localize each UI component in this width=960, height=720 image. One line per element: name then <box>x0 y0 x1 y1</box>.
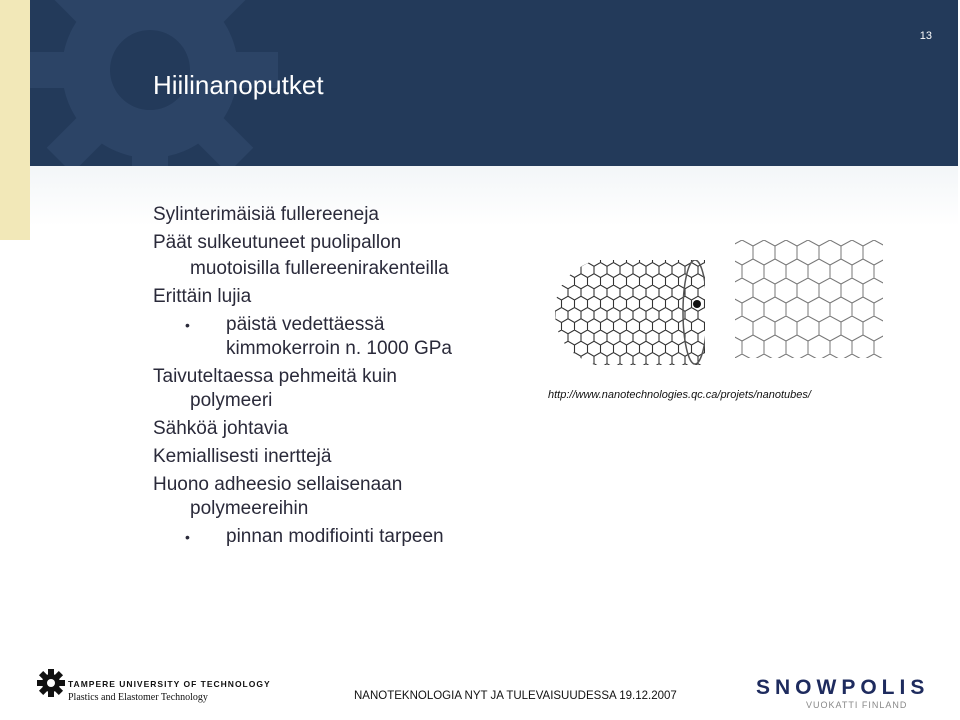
slide-header <box>30 0 958 166</box>
department-name: Plastics and Elastomer Technology <box>68 692 208 703</box>
snowpolis-logo: SNOWPOLIS <box>756 676 930 699</box>
text-line: päistä vedettäessä <box>226 314 385 335</box>
tube-end-dot <box>693 300 701 308</box>
carbon-nanotube-graphic <box>555 255 707 370</box>
text-line: polymeereihin <box>190 498 309 519</box>
text-line: Kemiallisesti inerttejä <box>153 446 332 467</box>
footer-event-text: NANOTEKNOLOGIA NYT JA TULEVAISUUDESSA 19.12.2007 <box>354 690 677 702</box>
snowpolis-subtitle: VUOKATTI FINLAND <box>806 700 908 710</box>
bullet-marker: • <box>185 317 190 333</box>
text-line: pinnan modifiointi tarpeen <box>226 526 444 547</box>
slide-number: 13 <box>919 30 932 42</box>
text-line: Päät sulkeutuneet puolipallon <box>153 232 402 253</box>
image-source-caption: http://www.nanotechnologies.qc.ca/projets/nanotubes/ <box>548 389 811 401</box>
text-line: Sylinterimäisiä fullereeneja <box>153 204 379 225</box>
text-line: muotoisilla fullereenirakenteilla <box>190 258 449 279</box>
tut-logo-icon <box>36 668 66 703</box>
graphene-sheet-graphic <box>735 240 883 358</box>
text-line: Sähköä johtavia <box>153 418 289 439</box>
text-line: Erittäin lujia <box>153 286 252 307</box>
university-name: TAMPERE UNIVERSITY OF TECHNOLOGY <box>68 679 271 689</box>
bullet-marker: • <box>185 529 190 545</box>
decor-strip <box>0 0 30 240</box>
nanotube-illustration <box>555 240 885 380</box>
text-line: kimmokerroin n. 1000 GPa <box>226 338 452 359</box>
text-line: Huono adheesio sellaisenaan <box>153 474 403 495</box>
text-line: polymeeri <box>190 390 273 411</box>
text-line: Taivuteltaessa pehmeitä kuin <box>153 366 397 387</box>
slide-title: Hiilinanoputket <box>153 70 324 100</box>
nanotube-figures <box>555 240 885 385</box>
